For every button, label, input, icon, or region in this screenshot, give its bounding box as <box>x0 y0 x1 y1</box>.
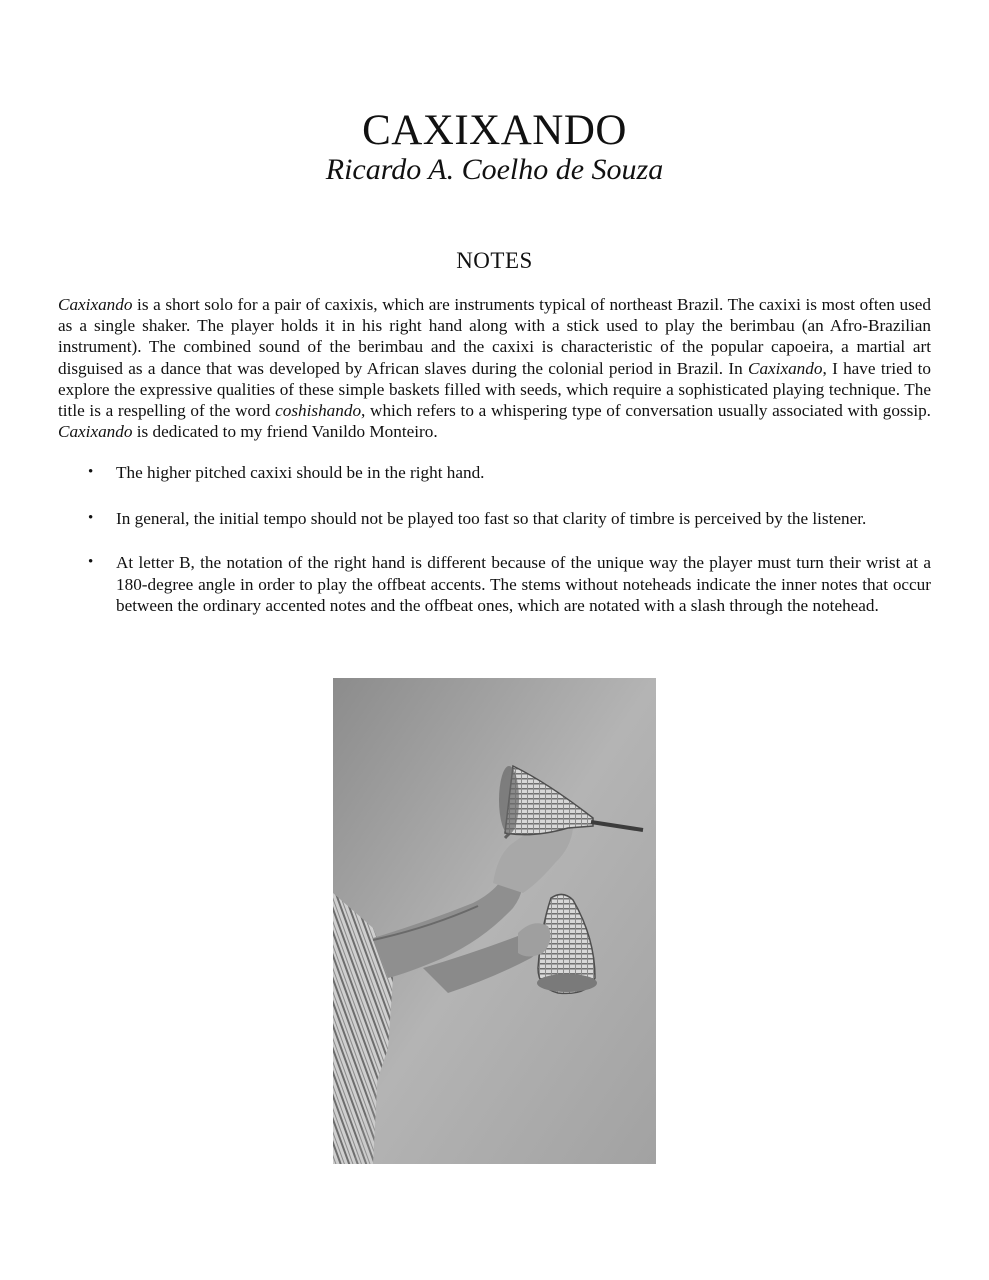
bullet-icon: • <box>88 510 94 527</box>
notes-bullet-list <box>58 462 931 616</box>
bullet-text: The higher pitched caxixi should be in the right hand. <box>116 463 485 482</box>
list-item <box>58 508 931 529</box>
caxixi-photo-icon <box>333 678 656 1164</box>
intro-text-4: is dedicated to my friend Vanildo Monteiro. <box>132 422 438 442</box>
list-item <box>58 462 931 483</box>
intro-text-3: , which refers to a whispering type of conversation usually associated with gossip. <box>361 401 931 421</box>
author-name: Ricardo A. Coelho de Souza <box>325 153 664 186</box>
intro-paragraph <box>58 294 931 442</box>
bullet-icon: • <box>88 554 94 571</box>
intro-em-1: Caxixando <box>58 295 133 314</box>
intro-text-2: , I have tried to explore the expressive qualities of these simple baskets filled with seeds, which require a sophisticated playing technique. The title is a respelling of the word <box>58 358 931 421</box>
notes-heading: NOTES <box>456 248 533 273</box>
page-title: CAXIXANDO <box>362 107 627 154</box>
intro-text-1: is a short solo for a pair of caxixis, which are instruments typical of northeast Brazil. The caxixi is most often used as a single shaker. The player holds it in his right hand along with a stick used to play the berimbau (an Afro-Brazilian instrument). The combined sound of the berimbau and the caxixi is characteristic of the popular capoeira, a martial art disguised as a dance that was developed by African slaves during the colonial period in Brazil. In <box>58 295 931 378</box>
list-item <box>58 552 931 616</box>
intro-em-4: Caxixando <box>58 422 133 442</box>
bullet-text: At letter B, the notation of the right hand is different because of the unique way the player must turn their wrist at a 180-degree angle in order to play the offbeat accents. The stems without noteheads indicate the inner notes that occur between the ordinary accented notes and the offbeat ones, which are notated with a slash through the notehead. <box>116 553 931 615</box>
intro-em-3: coshishando <box>275 401 362 421</box>
bullet-icon: • <box>88 464 94 480</box>
bullet-text: In general, the initial tempo should not be played too fast so that clarity of timbre is perceived by the listener. <box>116 509 867 529</box>
intro-em-2: Caxixando <box>748 358 823 378</box>
caxixi-photo <box>333 678 656 1164</box>
